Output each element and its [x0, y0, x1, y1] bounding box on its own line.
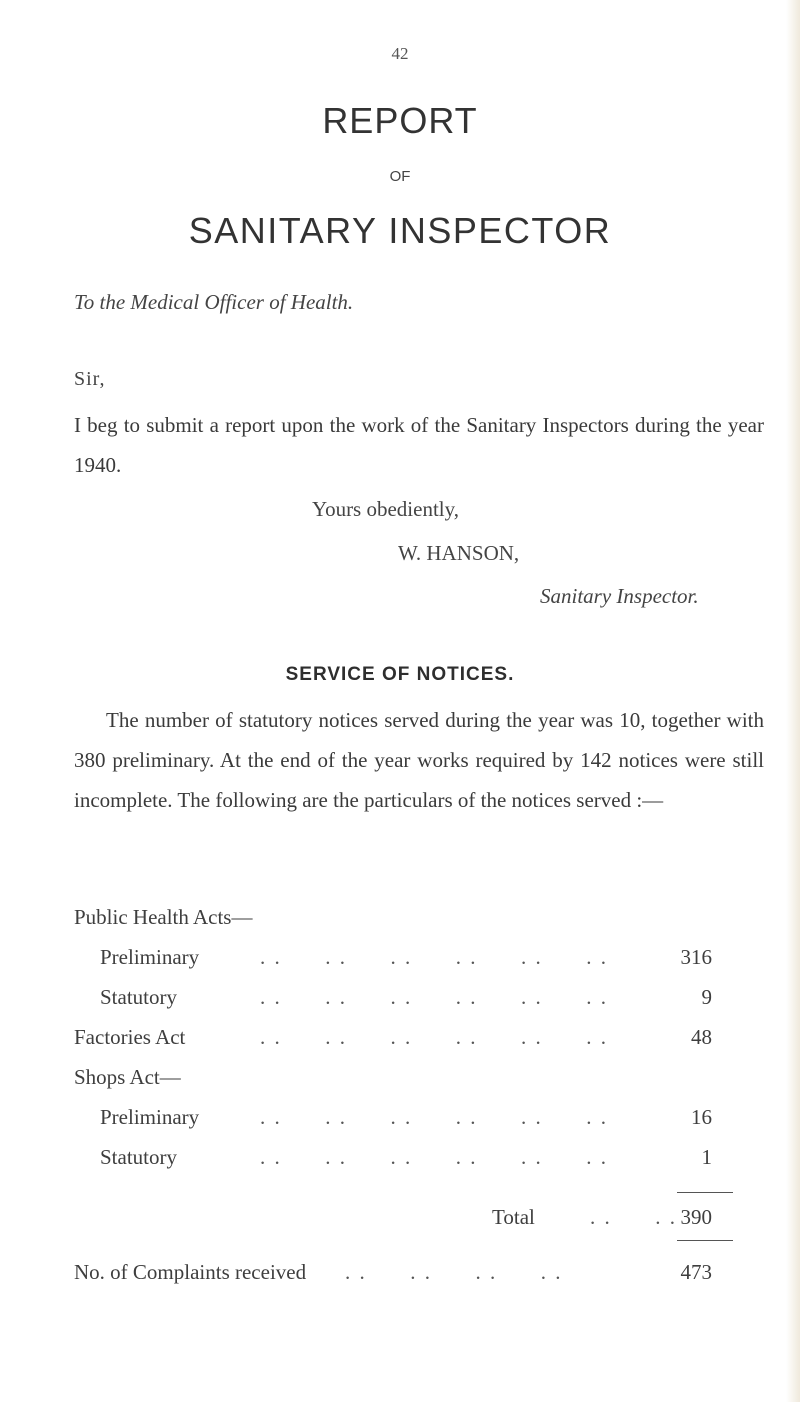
leader-dots: . . . . . . . . . . . . — [260, 1105, 608, 1129]
signatory-name: W. HANSON, — [398, 541, 520, 565]
leader-dots: . . . . . . . . . . . . — [260, 1145, 608, 1169]
closing: Yours obediently, — [312, 497, 460, 521]
total-value: 390 — [680, 1205, 712, 1229]
title-of: OF — [389, 168, 411, 185]
table-row — [0, 985, 800, 1015]
row-value: 316 — [680, 945, 712, 969]
row-label: Factories Act — [74, 1025, 186, 1049]
row-label: Statutory — [100, 985, 177, 1009]
row-label: Statutory — [100, 1145, 177, 1169]
shops-act-label: Shops Act— — [74, 1065, 181, 1089]
signatory-title: Sanitary Inspector. — [540, 584, 699, 608]
row-value: 48 — [691, 1025, 712, 1049]
complaints-label: No. of Complaints received — [74, 1260, 307, 1284]
row-value: 9 — [701, 985, 712, 1009]
row-value: 16 — [691, 1105, 712, 1129]
total-label: Total — [492, 1205, 535, 1229]
section-heading: SERVICE OF NOTICES. — [285, 664, 515, 685]
leader-dots: . . . . . . . . . . . . — [260, 985, 608, 1009]
addressee: To the Medical Officer of Health. — [74, 290, 354, 314]
row-value: 1 — [701, 1145, 712, 1169]
report-title: REPORT — [322, 100, 478, 141]
leader-dots: . . . . . . . . . . . . — [260, 1025, 608, 1049]
total-row — [0, 1205, 800, 1235]
row-label: Preliminary — [100, 945, 200, 969]
total-rule-top — [677, 1192, 733, 1193]
page-number: 42 — [391, 44, 409, 63]
leader-dots: . . . . — [590, 1205, 677, 1229]
public-health-label: Public Health Acts— — [74, 905, 253, 929]
salutation: Sir, — [74, 368, 106, 390]
report-subtitle: SANITARY INSPECTOR — [188, 210, 612, 251]
table-row — [0, 1105, 800, 1135]
table-row — [0, 1025, 800, 1055]
leader-dots: . . . . . . . . . . . . — [260, 945, 608, 969]
table-row — [0, 1145, 800, 1175]
total-rule-bottom — [677, 1240, 733, 1241]
row-label: Preliminary — [100, 1105, 200, 1129]
section-paragraph: The number of statutory notices served during the year was 10, together with 380 preliminary. At the end of the year works required by 142 notices were still incomplete. The following are the particulars of the notices served :— — [74, 708, 764, 812]
leader-dots: . . . . . . . . — [345, 1260, 563, 1284]
intro-paragraph: I beg to submit a report upon the work of the Sanitary Inspectors during the year 1940. — [74, 413, 764, 477]
table-row — [0, 945, 800, 975]
complaints-value: 473 — [680, 1260, 712, 1284]
complaints-row — [0, 1260, 800, 1290]
